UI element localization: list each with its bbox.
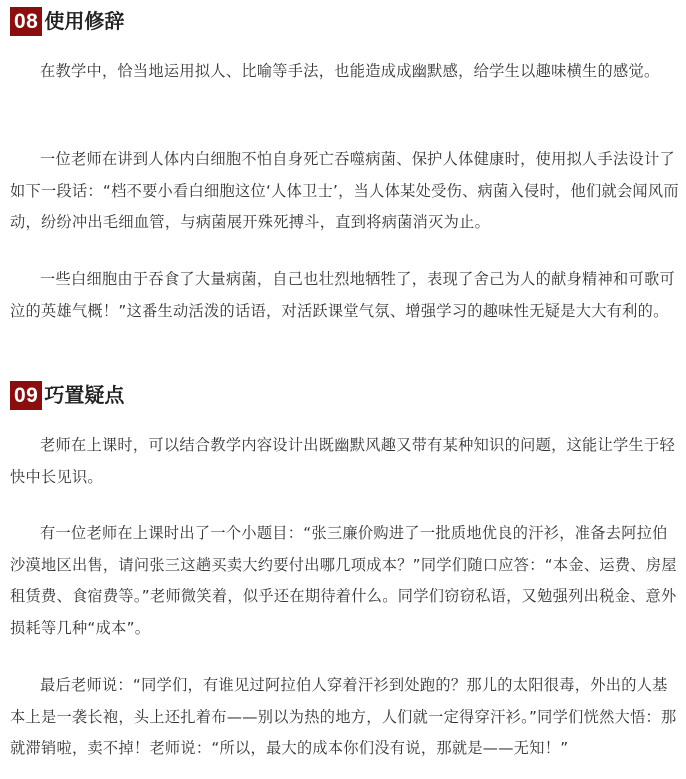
section-title: 使用修辞: [44, 8, 125, 33]
paragraph: 最后老师说：“同学们，有谁见过阿拉伯人穿着汗衫到处跑的？那儿的太阳很毒，外出的人基本上是一袭长袍，头上还扎着布——别以为热的地方，人们就一定得穿汗衫。”同学们恍然大悟：那就滞销啦，卖不掉！老师说：“所以，最大的成本你们没有说，那就是——无知！”: [10, 676, 677, 757]
section-heading-09: [10, 380, 124, 410]
section-title: 巧置疑点: [44, 382, 125, 407]
section-number-badge: 09: [10, 381, 42, 410]
paragraph: 在教学中，恰当地运用拟人、比喻等手法，也能造成成幽默感，给学生以趣味横生的感觉。: [40, 62, 660, 80]
paragraph: 有一位老师在上课时出了一个小题目：“张三廉价购进了一批质地优良的汗衫，准备去阿拉伯沙漠地区出售，请问张三这趟买卖大约要付出哪几项成本？”同学们随口应答：“本金、运费、房屋租赁费、食宿费等。”老师微笑着，似乎还在期待着什么。同学们窃窃私语，又勉强列出税金、意外损耗等几种“成本”。: [10, 524, 677, 637]
paragraph: 老师在上课时，可以结合教学内容设计出既幽默风趣又带有某种知识的问题，这能让学生于轻快中长见识。: [10, 436, 675, 486]
section-heading-08: [10, 6, 124, 36]
paragraph: 一些白细胞由于吞食了大量病菌，自己也壮烈地牺牲了，表现了舍己为人的献身精神和可歌可泣的英雄气概！”这番生动活泼的话语，对活跃课堂气氛、增强学习的趣味性无疑是大大有利的。: [10, 270, 675, 320]
paragraph: 一位老师在讲到人体内白细胞不怕自身死亡吞噬病菌、保护人体健康时，使用拟人手法设计了如下一段话：“档不要小看白细胞这位‘人体卫士’，当人体某处受伤、病菌入侵时，他们就会闻风而动，纷纷冲出毛细血管，与病菌展开殊死搏斗，直到将病菌消灭为止。: [10, 150, 679, 231]
section-number-badge: 08: [10, 7, 42, 36]
